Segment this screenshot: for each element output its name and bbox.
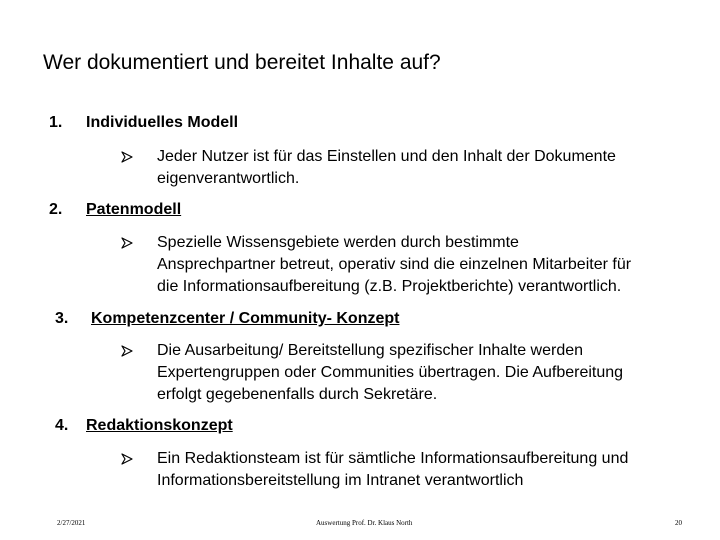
bullet-text: Ein Redaktionsteam ist für sämtliche Informationsaufbereitung und Informationsbereitstellung im Intranet verantwortlich bbox=[157, 450, 629, 489]
arrowhead-bullet-icon bbox=[121, 151, 133, 163]
bullet-text: Jeder Nutzer ist für das Einstellen und den Inhalt der Dokumente eigenverantwortlich. bbox=[157, 148, 616, 187]
bullet-text: Spezielle Wissensgebiete werden durch bestimmte Ansprechpartner betreut, operativ sind die einzelnen Mitarbeiter für die Informationsaufbereitung (z.B. Projektberichte) verantwortlich. bbox=[157, 234, 632, 295]
section-number: 1. bbox=[49, 114, 63, 131]
arrowhead-bullet-icon bbox=[121, 237, 133, 249]
section-number: 4. bbox=[55, 417, 69, 434]
arrowhead-bullet-icon bbox=[121, 453, 133, 465]
section-heading: Patenmodell bbox=[86, 201, 182, 218]
footer-author: Auswertung Prof. Dr. Klaus North bbox=[316, 519, 413, 527]
section-heading: Redaktionskonzept bbox=[86, 417, 233, 434]
footer-date: 2/27/2021 bbox=[57, 519, 86, 527]
section-heading: Individuelles Modell bbox=[86, 114, 239, 131]
bullet-text: Die Ausarbeitung/ Bereitstellung spezifischer Inhalte werden Expertengruppen oder Communities übertragen. Die Aufbereitung erfolgt gegebenenfalls durch Sekretäre. bbox=[157, 342, 624, 403]
section-number: 2. bbox=[49, 201, 63, 218]
section-heading: Kompetenzcenter / Community- Konzept bbox=[91, 310, 400, 327]
footer-page-number: 20 bbox=[675, 519, 682, 527]
section-number: 3. bbox=[55, 310, 69, 327]
slide-title: Wer dokumentiert und bereitet Inhalte auf? bbox=[43, 51, 441, 74]
arrowhead-bullet-icon bbox=[121, 345, 133, 357]
